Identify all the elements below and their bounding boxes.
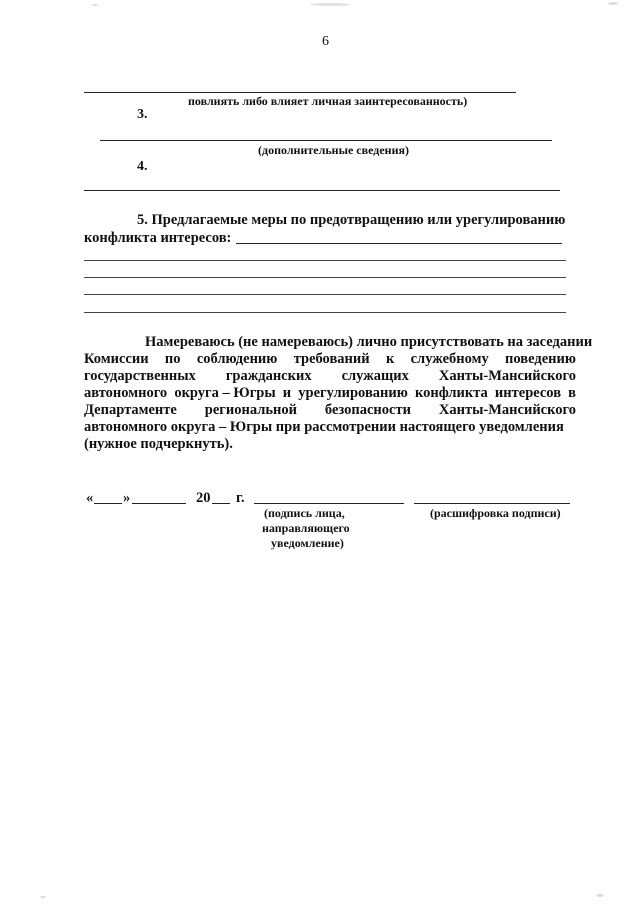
- item-3-label: 3.: [137, 107, 148, 122]
- scan-speck: [310, 3, 350, 6]
- signature-decoding-line: [414, 503, 570, 504]
- date-year-suffix: г.: [236, 490, 245, 506]
- caption-signature-line3: уведомление): [271, 536, 344, 550]
- measures-field-line-3: [84, 277, 566, 278]
- section-5-line1: 5. Предлагаемые меры по предотвращению или урегулированию: [137, 212, 566, 228]
- date-month-line: [132, 503, 186, 504]
- intent-line-6: автономного округа – Югры при рассмотрении настоящего уведомления: [84, 419, 564, 435]
- item-4-label: 4.: [137, 159, 148, 174]
- intent-line-5: Департаменте региональной безопасности Ханты-Мансийского: [84, 402, 576, 418]
- intent-line-3: государственных гражданских служащих Ханты-Мансийского: [84, 368, 576, 384]
- measures-field-line-4: [84, 294, 566, 295]
- field-line-influence: [84, 92, 516, 93]
- scan-speck: [596, 894, 604, 897]
- intent-paragraph: [84, 334, 592, 453]
- date-close-quote: »: [123, 490, 131, 506]
- section-5-line2: конфликта интересов:: [84, 230, 232, 246]
- field-line-item-3: [100, 140, 552, 141]
- field-caption-influence: повлиять либо влияет личная заинтересованность): [188, 94, 468, 108]
- caption-signature-line2: направляющего: [262, 521, 350, 535]
- intent-line-7: (нужное подчеркнуть).: [84, 436, 233, 452]
- intent-line-2: Комиссии по соблюдению требований к служебному поведению: [84, 351, 576, 367]
- date-open-quote: «: [86, 490, 94, 506]
- caption-decoding: (расшифровка подписи): [430, 506, 561, 520]
- scan-speck: [40, 896, 46, 898]
- intent-line-1: Намереваюсь (не намереваюсь) лично присутствовать на заседании: [145, 334, 593, 350]
- scan-speck: [92, 4, 98, 6]
- measures-field-line-2: [84, 260, 566, 261]
- signature-line: [254, 503, 404, 504]
- scan-speck: [608, 2, 618, 5]
- page-number: 6: [322, 34, 329, 49]
- caption-signature-line1: (подпись лица,: [264, 506, 345, 520]
- measures-field-line-1: [236, 243, 562, 244]
- intent-line-4: автономного округа – Югры и урегулированию конфликта интересов в: [84, 385, 576, 401]
- date-day-line: [94, 503, 122, 504]
- measures-field-line-5: [84, 312, 566, 313]
- date-year-prefix: 20: [196, 490, 211, 506]
- date-year-line: [212, 503, 230, 504]
- field-line-item-4: [84, 190, 560, 191]
- field-caption-additional: (дополнительные сведения): [258, 143, 409, 157]
